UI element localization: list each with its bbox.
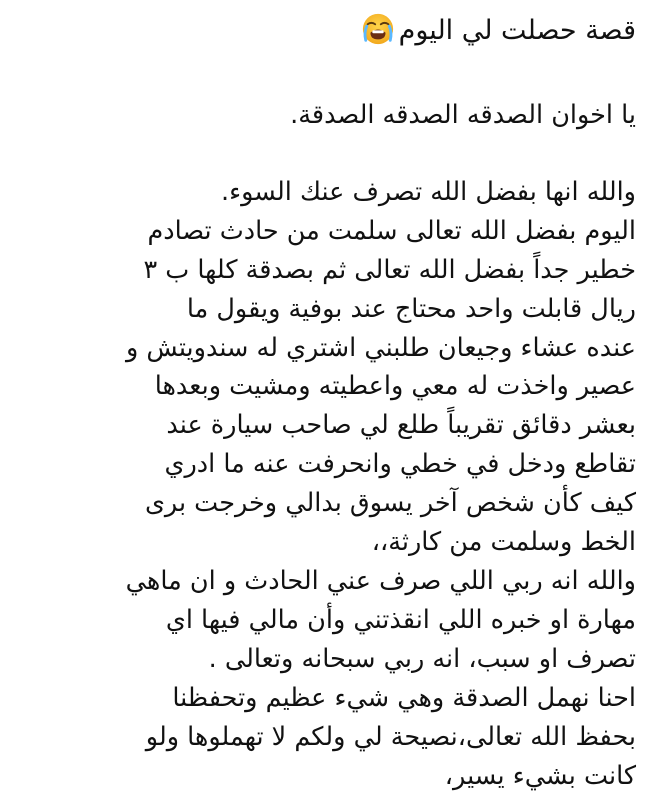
post-line: احنا نهمل الصدقة وهي شيء عظيم وتحفظنا bbox=[172, 682, 636, 713]
post-line: عنده عشاء وجيعان طلبني اشتري له سندويتش و bbox=[125, 332, 636, 363]
post-line: كانت بشيء يسير، bbox=[444, 760, 636, 791]
post-paragraph-1: يا اخوان الصدقه الصدقه الصدقة. bbox=[290, 100, 636, 130]
crying-face-emoji-icon bbox=[361, 12, 395, 46]
post-line: مهارة او خبره اللي انقذتني وأن مالي فيها اي bbox=[165, 604, 636, 635]
post-paragraph-2 bbox=[22, 173, 636, 796]
post-line: تصرف او سبب، انه ربي سبحانه وتعالى . bbox=[208, 643, 636, 674]
post-line: الخط وسلمت من كارثة،، bbox=[371, 527, 636, 558]
post-line: خطير جداً بفضل الله تعالى ثم بصدقة كلها ب ٣ bbox=[143, 254, 636, 285]
post-line: تقاطع ودخل في خطي وانحرفت عنه ما ادري bbox=[164, 449, 636, 480]
post-line: اليوم بفضل الله تعالى سلمت من حادث تصادم bbox=[147, 215, 636, 246]
post-line: والله انها بفضل الله تصرف عنك السوء. bbox=[221, 176, 636, 207]
post-line: بحفظ الله تعالى،نصيحة لي ولكم لا تهملوها ولو bbox=[145, 721, 636, 752]
post-line: والله انه ربي اللي صرف عني الحادث و ان ماهي bbox=[125, 565, 636, 596]
post-line: عصير واخذت له معي واعطيته ومشيت وبعدها bbox=[154, 371, 636, 402]
post-title-row bbox=[22, 8, 636, 54]
post-line: بعشر دقائق تقريباً طلع لي صاحب سيارة عند bbox=[166, 410, 636, 441]
post-line: ريال قابلت واحد محتاج عند بوفية ويقول ما bbox=[186, 293, 636, 324]
post-line: كيف كأن شخص آخر يسوق بدالي وخرجت برى bbox=[144, 488, 636, 519]
post-title: قصة حصلت لي اليوم bbox=[398, 15, 636, 46]
